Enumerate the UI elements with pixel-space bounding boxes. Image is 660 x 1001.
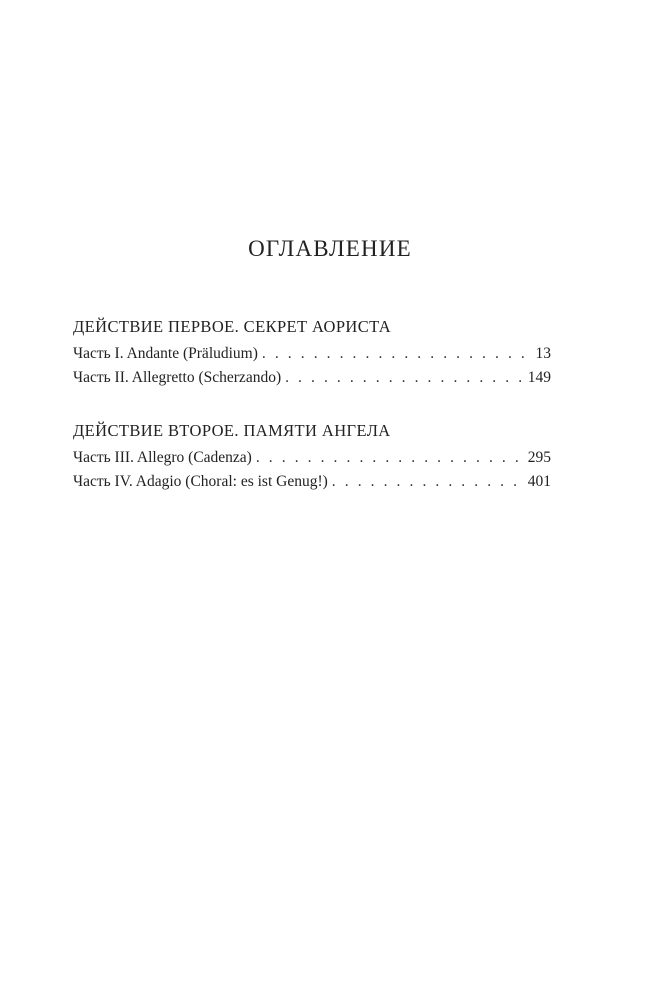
entry-title: Часть IV. Adagio (Choral: es ist Genug!) (73, 473, 328, 490)
toc-section-act-two (73, 420, 551, 494)
entry-title: Часть III. Allegro (Cadenza) (73, 449, 252, 466)
section-heading: ДЕЙСТВИЕ ПЕРВОЕ. СЕКРЕТ АОРИСТА (73, 317, 392, 336)
dot-leader (262, 342, 532, 366)
section-heading: ДЕЙСТВИЕ ВТОРОЕ. ПАМЯТИ АНГЕЛА (73, 421, 391, 440)
entry-title: Часть II. Allegretto (Scherzando) (73, 369, 282, 386)
toc-entry[interactable] (73, 446, 551, 470)
toc-entry[interactable] (73, 366, 551, 390)
toc-entry[interactable] (73, 342, 551, 366)
toc-title: ОГЛАВЛЕНИЕ (248, 236, 412, 261)
dot-leader (332, 470, 524, 494)
entry-page-number: 295 (527, 449, 551, 466)
entry-page-number: 13 (535, 345, 551, 362)
toc-entry[interactable] (73, 470, 551, 494)
entry-title: Часть I. Andante (Präludium) (73, 345, 258, 362)
entry-page-number: 149 (527, 369, 551, 386)
entry-page-number: 401 (527, 473, 551, 490)
dot-leader (256, 446, 524, 470)
toc-section-act-one (73, 316, 551, 390)
dot-leader (285, 366, 524, 390)
